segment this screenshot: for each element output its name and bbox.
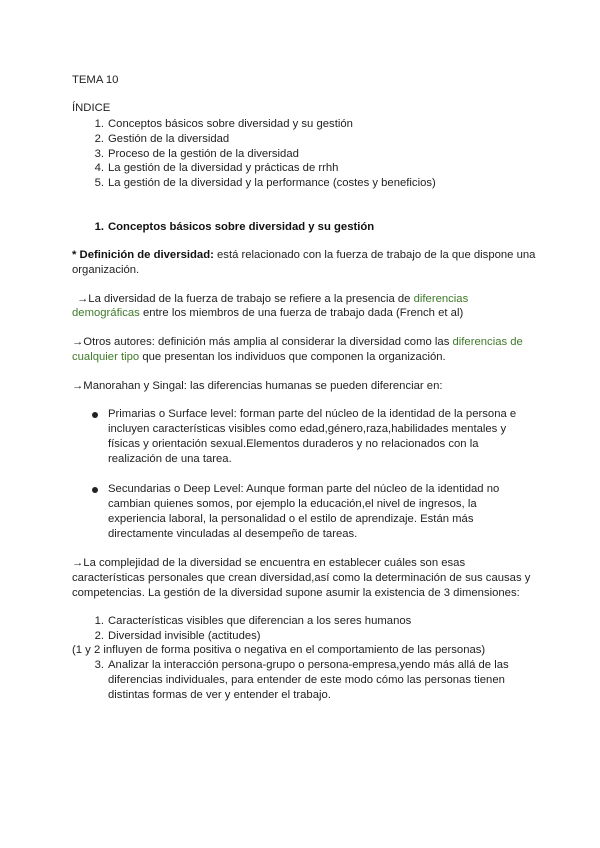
highlight-text: diferencias [413,293,469,305]
doc-title: TEMA 10 [72,74,119,86]
bullet-dot [92,412,98,418]
bullet-line: cambian quienes somos, por ejemplo la educación,el nivel de ingresos, la [108,498,477,510]
paragraph-line: →Manorahan y Singal: las diferencias humanas se pueden diferenciar en: [72,380,443,392]
definition-line-1: * Definición de diversidad: está relacionado con la fuerza de trabajo de la que dispone una [72,249,536,261]
bullet-line: Primarias o Surface level: forman parte del núcleo de la identidad de la persona e [108,408,517,420]
bullet-line: experiencia laboral, la personalidad o el estilo de aprendizaje. Están más [108,513,474,525]
dimension-line: distintas formas de ver y entender el trabajo. [108,689,331,701]
index-heading: ÍNDICE [72,102,111,114]
bullet-line: Secundarias o Deep Level: Aunque forman parte del núcleo de la identidad no [108,483,500,495]
definition-label: * Definición de diversidad: [72,249,214,261]
highlight-text: demográficas [72,307,140,319]
paragraph-line: competencias. La gestión de la diversidad supone asumir la existencia de 3 dimensiones: [72,587,520,599]
dimension-note: (1 y 2 influyen de forma positiva o negativa en el comportamiento de las personas) [72,644,486,656]
bullet-line: directamente vinculadas al desempeño de tareas. [108,528,358,540]
bullet-line: incluyen características visibles como edad,género,raza,habilidades mentales y [108,423,507,435]
highlight-text: cualquier tipo [72,351,140,363]
paragraph-line: →La complejidad de la diversidad se encuentra en establecer cuáles son esas [72,557,466,569]
bullet-dot [92,487,98,493]
paragraph-line: cualquier tipo que presentan los individuos que componen la organización. [72,351,446,363]
dimension-line: diferencias individuales, para entender de este modo cómo las personas tienen [108,674,505,686]
bullet-line: físicas y orientación sexual.Elementos duraderos y no relacionados con la [108,438,479,450]
paragraph-line: características personales que crean diversidad,así como la determinación de sus causas y [72,572,531,584]
bullet-line: realización de una tarea. [108,453,232,465]
definition-line-2: organización. [72,264,140,276]
paragraph-line: →Otros autores: definición más amplia al considerar la diversidad como las diferencias de [72,336,523,348]
paragraph-line: demográficas entre los miembros de una fuerza de trabajo dada (French et al) [72,307,464,319]
paragraph-line: →La diversidad de la fuerza de trabajo se refiere a la presencia de diferencias [77,293,469,305]
highlight-text: diferencias de [452,336,523,348]
document-page: TEMA 10 ÍNDICE 1. Conceptos básicos sobre diversidad y su gestión 2. Gestión de la diversidad 3. Proceso de la gestión de la diversidad 4. La gestión de la diversidad y prácticas de rrhh 5. La gestión de la diversidad y la performance (costes y beneficios) 1. Conceptos básicos sobre diversidad y su gestión * Definición de diversidad: está relacionado con la fuerza de trabajo de la que dispone una organización. →La diversidad de la fuerza de trabajo se refiere a la presencia de diferencias demográficas entre los miembros de una fuerza de trabajo dada (French et al) →Otros autores: definición más amplia al considerar la diversidad como las diferencias de cualquier tipo que presentan los individuos que componen la organización. →Manorahan y Singal: las diferencias humanas se pueden diferenciar en: Primarias o Surface level: forman parte del núcleo de la identidad de la persona e incluyen características visibles como edad,género,raza,habilidades mentales y físicas y orientación sexual.Elementos duraderos y no relacionados con la realización de una tarea. Secundarias o Deep Level: Aunque forman parte del núcleo de la identidad no cambian quienes somos, por ejemplo la educación,el nivel de ingresos, la experiencia laboral, la personalidad o el estilo de aprendizaje. Están más directamente vinculadas al desempeño de tareas. →La complejidad de la diversidad se encuentra en establecer cuáles son esas características personales que crean diversidad,así como la determinación de sus causas y competencias. La gestión de la diversidad supone asumir la existencia de 3 dimensiones: 1. Características visibles que diferencian a los seres humanos 2. Diversidad invisible (actitudes) (1 y 2 influyen de forma positiva o negativa en el comportamiento de las personas) 3. Analizar la interacción persona-grupo o persona-empresa,yendo más allá de las diferencias individuales, para entender de este modo cómo las personas tienen distintas formas de ver y entender el trabajo. [0,0,600,848]
